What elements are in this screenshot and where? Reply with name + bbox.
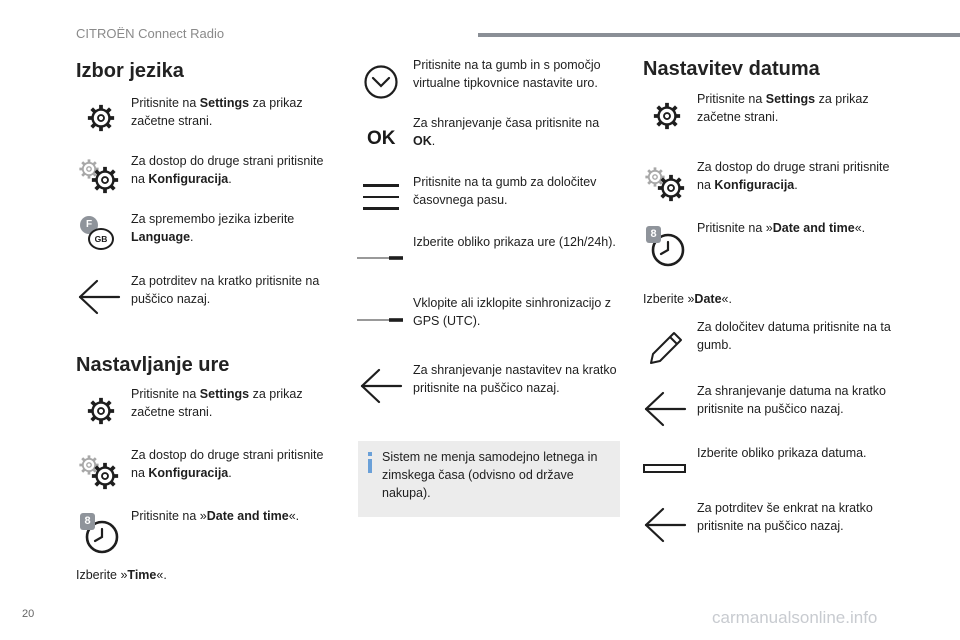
step-text: Za potrditev še enkrat na kratko pritisnite na puščico nazaj. [697, 501, 873, 533]
pencil-edit-icon [648, 330, 684, 366]
menu-lines-icon [363, 184, 399, 219]
step-text: Za dostop do druge strani pritisnite na Konfiguracija. [131, 448, 324, 480]
config-gear-icon [656, 173, 686, 203]
header-rule [478, 33, 960, 37]
toggle-switch-icon [357, 254, 405, 262]
step-text: Za shranjevanje časa pritisnite na OK. [413, 116, 600, 148]
ok-label-icon: OK [367, 128, 396, 149]
select-date-line: Izberite »Date«. [643, 292, 732, 306]
step-text: Pritisnite na »Date and time«. [697, 221, 866, 235]
step-text: Pritisnite na »Date and time«. [131, 509, 300, 523]
select-time-line: Izberite »Time«. [76, 568, 167, 582]
step-text: Za spremembo jezika izberite Language. [131, 212, 295, 244]
clock-badge-number: 8 [650, 228, 657, 240]
step-text: Pritisnite na ta gumb za določitev časovnega pasu. [413, 175, 597, 207]
step-text: Vklopite ali izklopite sinhronizacijo z GPS (UTC). [413, 296, 612, 328]
flag-top-label: F [80, 216, 98, 234]
info-note-box [358, 441, 620, 517]
step-text: Pritisnite na Settings za prikaz začetne strani. [697, 92, 869, 124]
clock-badge-number: 8 [84, 515, 91, 527]
language-flag-icon [80, 216, 116, 250]
settings-gear-icon [86, 103, 116, 133]
date-format-box-icon [643, 464, 686, 473]
page-number: 20 [22, 608, 35, 620]
back-arrow-icon [643, 507, 687, 543]
step-text: Za shranjevanje nastavitev na kratko pritisnite na puščico nazaj. [413, 363, 617, 395]
info-note-text: Sistem ne menja samodejno letnega in zimskega časa (odvisno od države nakupa). [382, 450, 598, 500]
step-text: Za shranjevanje datuma na kratko pritisnite na puščico nazaj. [697, 384, 886, 416]
settings-gear-icon [652, 101, 682, 131]
info-icon [368, 452, 372, 474]
step-text: Izberite obliko prikaza datuma. [697, 446, 867, 460]
date-time-clock-icon [644, 224, 688, 268]
step-text: Za potrditev na kratko pritisnite na puščico nazaj. [131, 274, 320, 306]
step-text: Za dostop do druge strani pritisnite na Konfiguracija. [697, 160, 890, 192]
config-gear-icon [90, 165, 120, 195]
step-text: Za določitev datuma pritisnite na ta gumb. [697, 320, 891, 352]
heading-nastavljanje-ure: Nastavljanje ure [76, 354, 230, 376]
document-header-title: CITROËN Connect Radio [76, 26, 225, 41]
step-text: Pritisnite na ta gumb in s pomočjo virtualne tipkovnice nastavite uro. [413, 58, 601, 90]
step-text: Pritisnite na Settings za prikaz začetne strani. [131, 96, 303, 128]
step-text: Pritisnite na Settings za prikaz začetne strani. [131, 387, 303, 419]
flag-bottom-label: GB [88, 228, 114, 250]
heading-nastavitev-datuma: Nastavitev datuma [643, 58, 820, 80]
step-text: Izberite obliko prikaza ure (12h/24h). [413, 235, 616, 249]
back-arrow-icon [77, 279, 121, 315]
toggle-switch-icon [357, 316, 405, 324]
watermark-text: carmanualsonline.info [712, 608, 878, 627]
step-text: Za dostop do druge strani pritisnite na Konfiguracija. [131, 154, 324, 186]
heading-izbor-jezika: Izbor jezika [76, 60, 184, 82]
config-gear-icon [90, 461, 120, 491]
back-arrow-icon [643, 391, 687, 427]
back-arrow-icon [359, 368, 403, 404]
chevron-circle-icon [363, 64, 399, 100]
settings-gear-icon [86, 396, 116, 426]
date-time-clock-icon [78, 511, 122, 555]
